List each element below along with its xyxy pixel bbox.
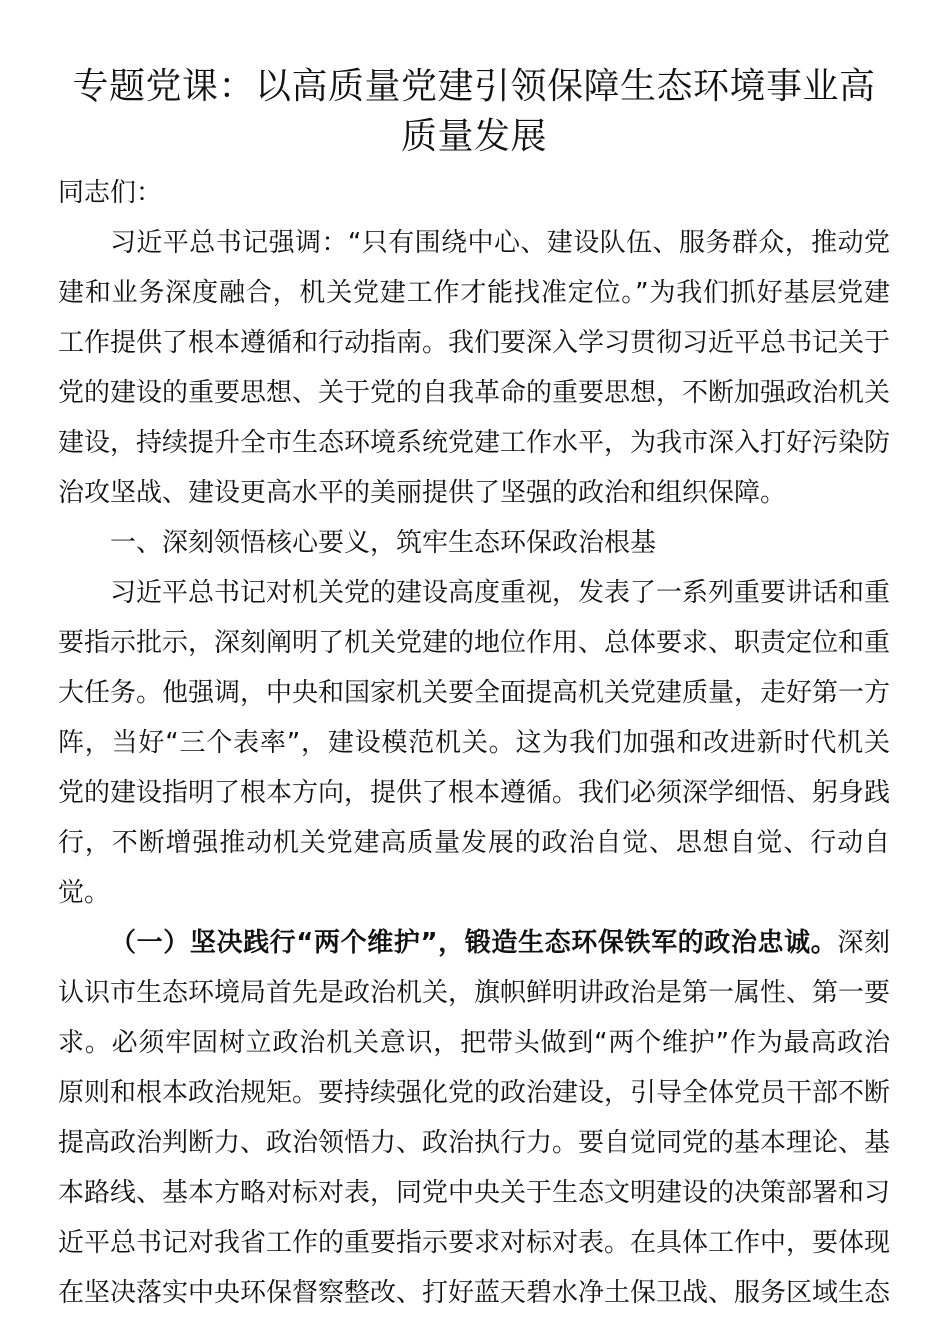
document-title: 专题党课：以高质量党建引领保障生态环境事业高质量发展 — [72, 66, 876, 157]
paragraph-section-1: 习近平总书记对机关党的建设高度重视，发表了一系列重要讲话和重要指示批示，深刻阐明了机关党建的地位作用、总体要求、职责定位和重大任务。他强调，中央和国家机关要全面提高机关党建质量，走好第一方阵，当好“三个表率”，建设模范机关。这为我们加强和改进新时代机关党的建设指明了根本方向，提供了根本遵循。我们必须深学细悟、躬身践行，不断增强推动机关党建高质量发展的政治自觉、思想自觉、行动自觉。 — [58, 578, 891, 908]
salutation: 同志们： — [58, 178, 163, 208]
paragraph-subsection-1 — [58, 918, 890, 1318]
paragraph-intro: 习近平总书记强调：“只有围绕中心、建设队伍、服务群众，推动党建和业务深度融合，机关党建工作才能找准定位。”为我们抓好基层党建工作提供了根本遵循和行动指南。我们要深入学习贯彻习近平总书记关于党的建设的重要思想、关于党的自我革命的重要思想，不断加强政治机关建设，持续提升全市生态环境系统党建工作水平，为我市深入打好污染防治攻坚战、建设更高水平的美丽提供了坚强的政治和组织保障。 — [58, 228, 891, 508]
subsection-text-1: 深刻认识市生态环境局首先是政治机关，旗帜鲜明讲政治是第一属性、第一要求。必须牢固树立政治机关意识，把带头做到“两个维护”作为最高政治原则和根本政治规矩。要持续强化党的政治建设，引导全体党员干部不断提高政治判断力、政治领悟力、政治执行力。要自觉同党的基本理论、基本路线、基本方略对标对表，同党中央关于生态文明建设的决策部署和习近平总书记对我省工作的重要指示要求对标对表。在具体工作中，要体现在坚决落实中央环保督察整改、打好蓝天碧水净土保卫战、服务区域生态 — [58, 928, 891, 1308]
section-heading-1: 一、深刻领悟核心要义，筑牢生态环保政治根基 — [110, 528, 657, 558]
subsection-heading-1: （一）坚决践行“两个维护”，锻造生态环保铁军的政治忠诚。 — [110, 928, 838, 958]
document-body — [58, 168, 890, 1318]
